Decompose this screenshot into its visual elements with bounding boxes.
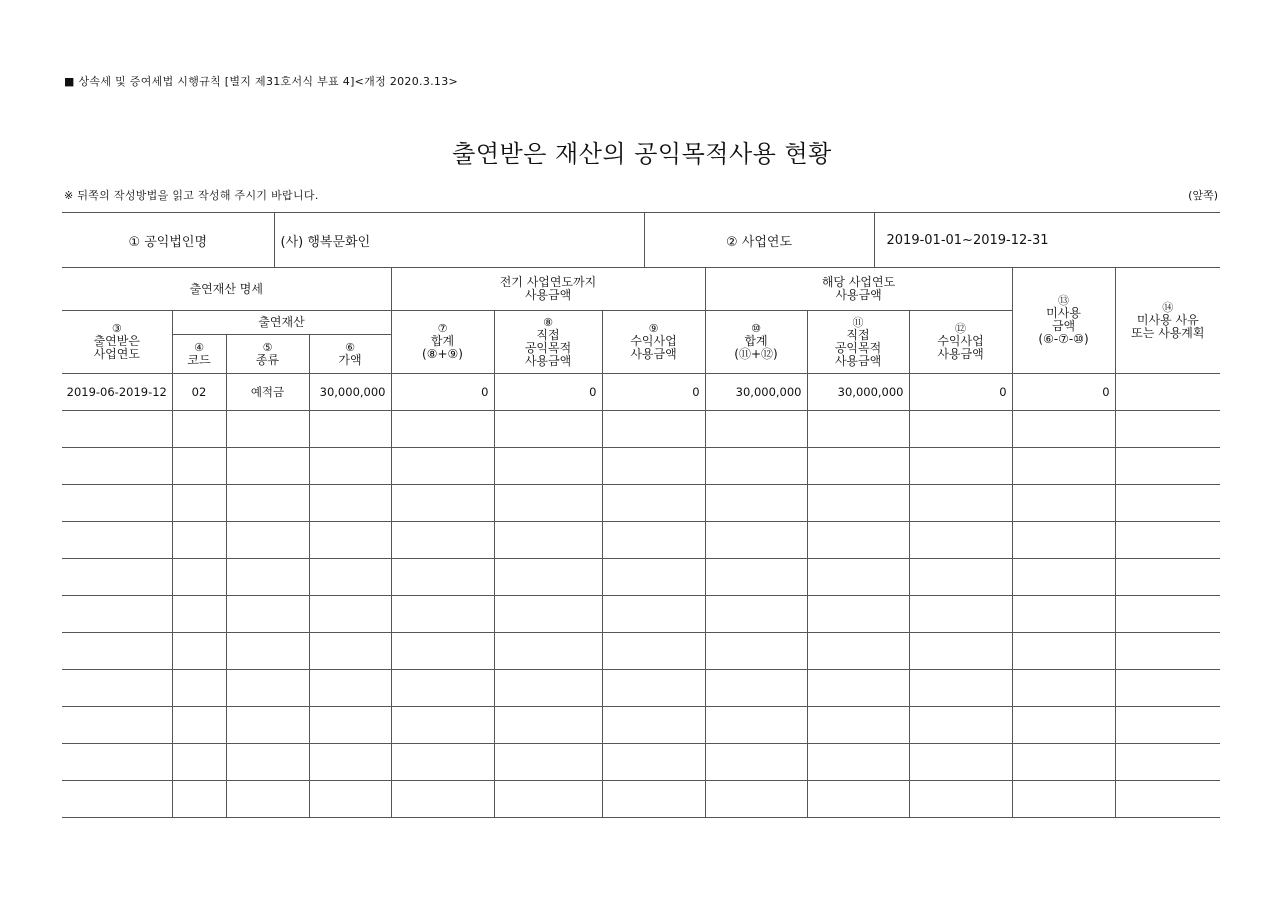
empty-cell (391, 485, 494, 522)
cell-prior-total: 0 (391, 374, 494, 411)
empty-cell (705, 559, 807, 596)
empty-cell (172, 744, 226, 781)
empty-cell (391, 744, 494, 781)
empty-cell (909, 744, 1012, 781)
empty-cell (226, 744, 309, 781)
empty-cell (602, 411, 705, 448)
empty-cell (226, 670, 309, 707)
empty-cell (309, 670, 391, 707)
empty-cell (807, 670, 909, 707)
fiscal-year-label: ② 사업연도 (644, 213, 874, 268)
empty-cell (909, 633, 1012, 670)
fiscal-year-value: 2019-01-01~2019-12-31 (874, 213, 1220, 268)
empty-cell (1115, 448, 1220, 485)
empty-cell (909, 596, 1012, 633)
empty-cell (172, 559, 226, 596)
empty-cell (602, 670, 705, 707)
empty-cell (602, 596, 705, 633)
header-code: ④ 코드 (172, 335, 226, 374)
empty-cell (909, 485, 1012, 522)
cell-code: 02 (172, 374, 226, 411)
empty-cell (309, 707, 391, 744)
empty-cell (807, 559, 909, 596)
empty-cell (1115, 633, 1220, 670)
empty-cell (807, 448, 909, 485)
empty-cell (172, 522, 226, 559)
empty-cell (172, 448, 226, 485)
empty-cell (62, 448, 172, 485)
empty-cell (226, 485, 309, 522)
empty-cell (309, 522, 391, 559)
empty-cell (705, 596, 807, 633)
header-current-usage: 해당 사업연도 사용금액 (705, 268, 1012, 311)
org-name-label: ① 공익법인명 (62, 213, 274, 268)
empty-cell (309, 485, 391, 522)
empty-cell (909, 559, 1012, 596)
cell-current-direct: 30,000,000 (807, 374, 909, 411)
empty-table-row (62, 559, 1220, 596)
empty-cell (705, 411, 807, 448)
empty-table-row (62, 744, 1220, 781)
empty-cell (1115, 485, 1220, 522)
empty-cell (705, 781, 807, 818)
empty-rows (62, 411, 1220, 818)
empty-cell (602, 522, 705, 559)
cell-value: 30,000,000 (309, 374, 391, 411)
empty-cell (494, 522, 602, 559)
empty-cell (1012, 633, 1115, 670)
empty-cell (1012, 744, 1115, 781)
empty-table-row (62, 596, 1220, 633)
cell-unused-reason (1115, 374, 1220, 411)
empty-cell (1115, 596, 1220, 633)
empty-cell (1115, 707, 1220, 744)
cell-unused-amount: 0 (1012, 374, 1115, 411)
empty-cell (705, 485, 807, 522)
cell-current-total: 30,000,000 (705, 374, 807, 411)
cell-prior-direct: 0 (494, 374, 602, 411)
empty-cell (705, 522, 807, 559)
empty-cell (62, 707, 172, 744)
empty-cell (309, 411, 391, 448)
empty-cell (494, 411, 602, 448)
empty-cell (226, 522, 309, 559)
empty-cell (909, 411, 1012, 448)
empty-cell (1115, 670, 1220, 707)
empty-cell (705, 670, 807, 707)
empty-cell (226, 781, 309, 818)
empty-cell (391, 633, 494, 670)
empty-cell (909, 522, 1012, 559)
empty-cell (1012, 411, 1115, 448)
empty-cell (494, 485, 602, 522)
empty-cell (807, 596, 909, 633)
empty-cell (309, 559, 391, 596)
header-current-total: ⑩ 합계 (⑪+⑫) (705, 311, 807, 374)
empty-cell (172, 670, 226, 707)
empty-cell (602, 559, 705, 596)
cell-current-profit: 0 (909, 374, 1012, 411)
empty-cell (909, 448, 1012, 485)
header-prior-profit: ⑨ 수익사업 사용금액 (602, 311, 705, 374)
empty-cell (226, 596, 309, 633)
empty-table-row (62, 707, 1220, 744)
header-unused-amount: ⑬ 미사용 금액 (⑥-⑦-⑩) (1012, 268, 1115, 374)
empty-cell (391, 522, 494, 559)
page-title: 출연받은 재산의 공익목적사용 현황 (452, 140, 832, 168)
empty-cell (494, 596, 602, 633)
empty-cell (1012, 522, 1115, 559)
empty-table-row (62, 485, 1220, 522)
header-current-profit: ⑫ 수익사업 사용금액 (909, 311, 1012, 374)
header-prior-usage: 전기 사업연도까지 사용금액 (391, 268, 705, 311)
empty-cell (172, 485, 226, 522)
empty-cell (494, 448, 602, 485)
org-name-value: (사) 행복문화인 (274, 213, 644, 268)
empty-table-row (62, 522, 1220, 559)
header-received-year: ③ 출연받은 사업연도 (62, 311, 172, 374)
empty-cell (226, 448, 309, 485)
empty-cell (705, 744, 807, 781)
empty-cell (1115, 411, 1220, 448)
empty-cell (705, 707, 807, 744)
empty-cell (226, 633, 309, 670)
empty-cell (602, 485, 705, 522)
empty-cell (62, 522, 172, 559)
empty-cell (172, 596, 226, 633)
empty-cell (391, 448, 494, 485)
empty-cell (172, 411, 226, 448)
instruction-note: ※ 뒤쪽의 작성방법을 읽고 작성해 주시기 바랍니다. (64, 189, 319, 202)
empty-cell (62, 744, 172, 781)
empty-cell (807, 781, 909, 818)
empty-cell (226, 411, 309, 448)
empty-cell (494, 781, 602, 818)
empty-cell (309, 781, 391, 818)
empty-table-row (62, 781, 1220, 818)
empty-cell (807, 744, 909, 781)
empty-cell (62, 411, 172, 448)
empty-cell (494, 707, 602, 744)
empty-table-row (62, 448, 1220, 485)
empty-cell (391, 781, 494, 818)
cell-received-year: 2019-06-2019-12 (62, 374, 172, 411)
cell-prior-profit: 0 (602, 374, 705, 411)
empty-cell (1115, 781, 1220, 818)
empty-cell (807, 485, 909, 522)
empty-cell (391, 707, 494, 744)
empty-cell (391, 596, 494, 633)
empty-cell (494, 670, 602, 707)
empty-cell (1012, 559, 1115, 596)
usage-table (62, 267, 1220, 818)
empty-table-row (62, 411, 1220, 448)
empty-cell (309, 633, 391, 670)
header-type: ⑤ 종류 (226, 335, 309, 374)
empty-cell (807, 411, 909, 448)
empty-cell (807, 707, 909, 744)
empty-cell (1012, 485, 1115, 522)
empty-cell (1012, 670, 1115, 707)
page-side-label: (앞쪽) (1188, 189, 1218, 202)
empty-cell (909, 707, 1012, 744)
empty-cell (1115, 744, 1220, 781)
empty-cell (494, 559, 602, 596)
empty-cell (309, 744, 391, 781)
empty-table-row (62, 633, 1220, 670)
empty-cell (602, 744, 705, 781)
empty-cell (62, 781, 172, 818)
header-unused-reason: ⑭ 미사용 사유 또는 사용계획 (1115, 268, 1220, 374)
empty-cell (1012, 707, 1115, 744)
empty-cell (309, 596, 391, 633)
empty-table-row (62, 670, 1220, 707)
empty-cell (62, 596, 172, 633)
empty-cell (1115, 522, 1220, 559)
empty-cell (705, 633, 807, 670)
empty-cell (807, 633, 909, 670)
empty-cell (391, 411, 494, 448)
header-asset-details: 출연재산 명세 (62, 268, 391, 311)
empty-cell (1012, 448, 1115, 485)
empty-cell (602, 448, 705, 485)
empty-cell (602, 633, 705, 670)
empty-cell (909, 670, 1012, 707)
empty-cell (705, 448, 807, 485)
empty-cell (602, 781, 705, 818)
empty-cell (172, 781, 226, 818)
empty-cell (807, 522, 909, 559)
empty-cell (172, 633, 226, 670)
empty-cell (62, 485, 172, 522)
table-row (62, 374, 1220, 411)
empty-cell (909, 781, 1012, 818)
empty-cell (62, 633, 172, 670)
empty-cell (62, 670, 172, 707)
empty-cell (602, 707, 705, 744)
empty-cell (62, 559, 172, 596)
empty-cell (1115, 559, 1220, 596)
header-asset-subgroup: 출연재산 (172, 311, 391, 335)
empty-cell (391, 559, 494, 596)
empty-cell (1012, 596, 1115, 633)
empty-cell (494, 744, 602, 781)
empty-cell (226, 707, 309, 744)
empty-cell (172, 707, 226, 744)
info-table (62, 212, 1220, 268)
header-prior-total: ⑦ 합계 (⑧+⑨) (391, 311, 494, 374)
empty-cell (309, 448, 391, 485)
empty-cell (226, 559, 309, 596)
cell-type: 예적금 (226, 374, 309, 411)
header-current-direct: ⑪ 직접 공익목적 사용금액 (807, 311, 909, 374)
empty-cell (1012, 781, 1115, 818)
header-prior-direct: ⑧ 직접 공익목적 사용금액 (494, 311, 602, 374)
empty-cell (391, 670, 494, 707)
empty-cell (494, 633, 602, 670)
header-value: ⑥ 가액 (309, 335, 391, 374)
form-reference: ■ 상속세 및 증여세법 시행규칙 [별지 제31호서식 부표 4]<개정 2020.3.13> (64, 75, 459, 88)
